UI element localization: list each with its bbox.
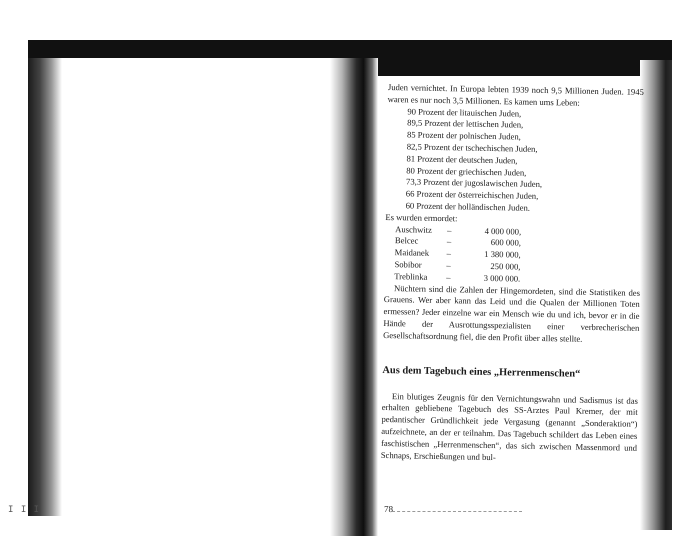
camp-value: 4 000 000, (484, 225, 522, 237)
camp-dash: – (447, 224, 452, 235)
camp-value: 1 380 000, (484, 249, 521, 260)
camp-dash: – (446, 248, 452, 259)
percentage-list (386, 106, 644, 217)
list-item: 81 Prozent der deutschen Juden, (406, 153, 518, 166)
footer-rule (392, 511, 522, 513)
murdered-intro: Es wurden ermordet: (385, 211, 458, 224)
camp-name: Sobibor (394, 259, 422, 270)
right-page-text (381, 82, 644, 466)
camps-table (384, 224, 641, 288)
section-title: Aus dem Tagebuch eines „Herrenmenschen“ (382, 364, 581, 380)
camp-name: Maidanek (394, 247, 430, 258)
list-item: 85 Prozent der polnischen Juden, (406, 129, 521, 142)
list-item: 60 Prozent der holländischen Juden. (405, 200, 531, 213)
list-item: 80 Prozent der griechischen Juden, (406, 164, 527, 178)
right-page-edge-shadow (640, 60, 672, 530)
left-blank-page (28, 58, 358, 516)
camp-dash: – (446, 271, 451, 282)
left-page-edge-shadow (28, 58, 62, 516)
page-number: 78 (383, 503, 394, 515)
diary-paragraph: Ein blutiges Zeugnis für den Vernichtungswahn und Sadismus ist das erhalten gebliebene Tagebuch des SS-Arztes Paul Kremer, der mit pedantischer Gründlichkeit jede Vergasung (genannt „Sonderaktion“) aufzeichnete, an der er teilnahm. Das Tagebuch schildert das Leben eines faschistischen „Herrenmenschen“, das sich zwischen Massenmord und Schnaps, Erschießungen und bul- (380, 390, 639, 462)
camp-name: Auschwitz (395, 223, 433, 235)
list-item: 73,3 Prozent der jugoslawischen Juden, (405, 176, 543, 190)
list-item: 90 Prozent der litauischen Juden, (407, 105, 522, 119)
statistics-paragraph: Nüchtern sind die Zahlen der Hingemordeten, sind die Statistiken des Grauens. Wer aber kann das Leid und die Qualen der Millionen Toten ermessen? Jeder einzelne war ein Mensch wie du und ich, bevor er in die Hände der Ausrottungsspezialisten einer verbrecherischen Gesellschaftsordnung fiel, die den Profit über alles stellte. (383, 282, 641, 344)
intro-paragraph: Juden vernichtet. In Europa lebten 1939 noch 9,5 Millionen Juden. 1945 waren es nur noch 3,5 Millionen. Es kamen ums Leben: (387, 82, 644, 108)
camp-name: Treblinka (394, 270, 428, 282)
list-item: 82,5 Prozent der tschechischen Juden, (406, 141, 538, 154)
camp-value: 600 000, (490, 237, 522, 248)
book-gutter-shadow (330, 58, 378, 536)
camp-dash: – (446, 260, 451, 271)
camp-value: 3 000 000. (483, 272, 521, 284)
list-item: 89,5 Prozent der lettischen Juden, (407, 117, 524, 130)
camp-value: 250 000, (490, 260, 521, 272)
camp-dash: – (446, 236, 452, 247)
camp-name: Belcec (394, 235, 419, 246)
list-item: 66 Prozent der österreichischen Juden, (405, 188, 539, 202)
margin-marks: I I I (8, 505, 41, 515)
